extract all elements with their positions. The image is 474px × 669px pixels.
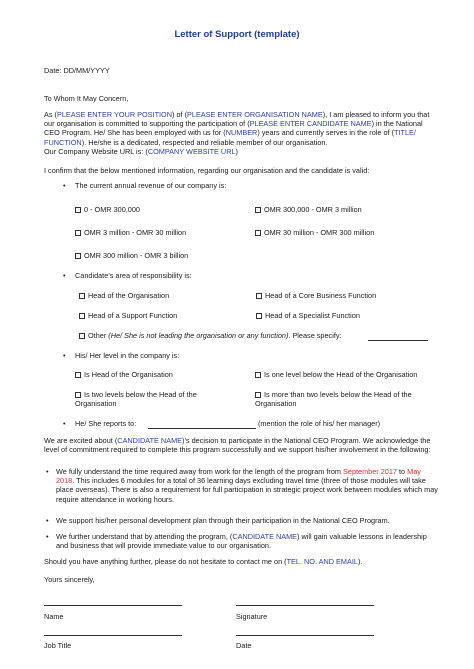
job-title-line[interactable]: [44, 635, 182, 636]
revenue-option[interactable]: 0 - OMR 300,000: [75, 205, 140, 214]
name-label: Name: [44, 612, 64, 621]
placeholder-candidate[interactable]: CANDIDATE NAME: [232, 532, 298, 541]
placeholder-number[interactable]: NUMBER: [225, 128, 258, 138]
revenue-option[interactable]: OMR 3 million - OMR 30 million: [75, 228, 186, 237]
checkbox-icon[interactable]: [75, 372, 81, 378]
checkbox-icon[interactable]: [255, 372, 261, 378]
responsibility-option[interactable]: Head of a Core Business Function: [256, 291, 376, 300]
sign-off: Yours sincerely,: [44, 575, 95, 584]
other-specify-field[interactable]: [368, 331, 428, 341]
responsibility-option[interactable]: Head of a Specialist Function: [256, 311, 360, 320]
checkbox-icon[interactable]: [256, 293, 262, 299]
checkbox-icon[interactable]: [256, 313, 262, 319]
responsibility-label: Candidate’s area of responsibility is:: [75, 271, 192, 280]
revenue-option[interactable]: OMR 300 million - OMR 3 billion: [75, 251, 188, 260]
level-option[interactable]: Is Head of the Organisation: [75, 370, 173, 379]
checkbox-icon[interactable]: [79, 313, 85, 319]
checkbox-icon[interactable]: [79, 293, 85, 299]
checkbox-icon[interactable]: [75, 392, 81, 398]
closing-paragraph: Should you have anything further, please do not hesitate to contact me on (TEL. NO. AND EMAIL).: [44, 557, 363, 566]
date-label: Date: [236, 641, 252, 650]
excited-paragraph: We are excited about (CANDIDATE NAME)’s decision to participate in the National CEO Program. We acknowledge the level of commitment required to complete this program successfully and we support his/her involvement in the following:: [44, 436, 431, 455]
reports-to-field[interactable]: [148, 419, 256, 429]
checkbox-icon[interactable]: [255, 207, 261, 213]
placeholder-website[interactable]: COMPANY WEBSITE URL: [147, 146, 236, 156]
bullet-icon: •: [63, 271, 66, 280]
document-title: Letter of Support (template): [174, 29, 300, 40]
bullet-icon: •: [46, 467, 49, 476]
level-label: His/ Her level in the company is:: [75, 351, 180, 360]
bullet-icon: •: [63, 351, 66, 360]
name-line[interactable]: [44, 605, 182, 606]
commitment-item: • We further understand that by attending the program, (CANDIDATE NAME) will gain valuable lessons in leadership and business that will provide immediate value to our organisation.: [46, 532, 427, 551]
signature-line[interactable]: [236, 605, 374, 606]
reports-hint: (mention the role of his/ her manager): [258, 419, 381, 428]
placeholder-candidate[interactable]: PLEASE ENTER CANDIDATE NAME: [249, 119, 372, 129]
placeholder-contact[interactable]: TEL. NO. AND EMAIL: [286, 557, 358, 566]
placeholder-position[interactable]: PLEASE ENTER YOUR POSITION: [56, 110, 173, 119]
signature-label: Signature: [236, 612, 268, 621]
program-end-date: May 2018: [56, 467, 421, 486]
bullet-icon: •: [63, 181, 66, 190]
commitment-item: • We support his/her personal development plan through their participation in the National CEO Program.: [46, 516, 390, 525]
placeholder-title-function[interactable]: TITLE/ FUNCTION: [44, 128, 416, 147]
level-option[interactable]: Is more than two levels below the Head of the Organisation: [255, 390, 412, 409]
responsibility-option-other[interactable]: Other (He/ She is not leading the organisation or any function). Please specify:: [79, 331, 342, 340]
responsibility-option[interactable]: Head of a Support Function: [79, 311, 177, 320]
bullet-icon: •: [46, 516, 49, 525]
responsibility-option[interactable]: Head of the Organisation: [79, 291, 169, 300]
bullet-icon: •: [46, 532, 49, 541]
placeholder-candidate[interactable]: CANDIDATE NAME: [117, 436, 183, 445]
revenue-option[interactable]: OMR 30 million - OMR 300 million: [255, 228, 374, 237]
revenue-option[interactable]: OMR 300,000 - OMR 3 million: [255, 205, 362, 214]
level-option[interactable]: Is two levels below the Head of the Organisation: [75, 390, 197, 409]
bullet-icon: •: [63, 419, 66, 428]
checkbox-icon[interactable]: [75, 207, 81, 213]
placeholder-organisation[interactable]: PLEASE ENTER ORGANISATION NAME: [187, 110, 323, 119]
confirm-statement: I confirm that the below mentioned information, regarding our organisation and the candidate is valid:: [44, 166, 370, 175]
date-line: Date: DD/MM/YYYY: [44, 66, 110, 75]
intro-paragraph: As (PLEASE ENTER YOUR POSITION) of (PLEASE ENTER ORGANISATION NAME), I am pleased to inform you that our organisation is committed to supporting the participation of (PLEASE ENTER CANDIDATE NAME) in the National CEO Program. He/ She has been employed with us for (NUMBER) years and currently serves in the role of (TITLE/ FUNCTION). He/she is a dedicated, respected and reliable member of our organisation. Our Company Website URL is: (COMPANY WEBSITE URL): [44, 110, 430, 156]
reports-label: He/ She reports to:: [75, 419, 137, 428]
job-title-label: Job Title: [44, 641, 72, 650]
date-line-field[interactable]: [236, 635, 374, 636]
revenue-label: The current annual revenue of our company is:: [75, 181, 227, 190]
salutation: To Whom It May Concern,: [44, 94, 129, 103]
checkbox-icon[interactable]: [255, 392, 261, 398]
program-start-date: September 2017: [343, 467, 397, 476]
checkbox-icon[interactable]: [255, 230, 261, 236]
checkbox-icon[interactable]: [75, 230, 81, 236]
commitment-item: • We fully understand the time required away from work for the length of the program from September 2017 to May 2018. This includes 6 modules for a total of 36 learning days excluding travel time (three of those modules will take place overseas). There is also a requirement for full participation in strategic project work between modules which may require attendance in working hours.: [46, 467, 438, 504]
checkbox-icon[interactable]: [79, 333, 85, 339]
checkbox-icon[interactable]: [75, 253, 81, 259]
level-option[interactable]: Is one level below the Head of the Organisation: [255, 370, 417, 379]
